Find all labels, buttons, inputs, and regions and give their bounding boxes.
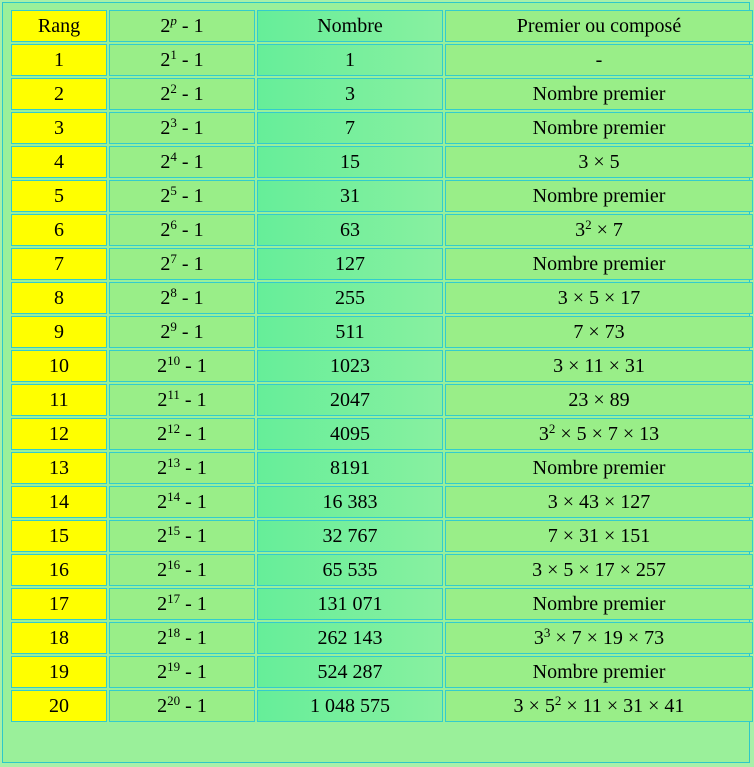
nombre-cell: 1 048 575 xyxy=(257,690,443,722)
factor-exponent: 2 xyxy=(554,692,562,708)
formula-exponent: 19 xyxy=(167,658,181,674)
factorization-cell xyxy=(445,248,753,280)
formula-base: 2 xyxy=(157,422,168,445)
formula-cell xyxy=(109,350,255,382)
rang-cell: 5 xyxy=(11,180,107,212)
formula-exponent: 1 xyxy=(170,46,177,62)
header-formula-tail: - 1 xyxy=(176,14,204,37)
table-row xyxy=(11,588,753,620)
factorization-cell xyxy=(445,78,753,110)
factorization-cell xyxy=(445,656,753,688)
header-nombre: Nombre xyxy=(257,10,443,42)
formula-exponent: 12 xyxy=(167,420,181,436)
table-row xyxy=(11,486,753,518)
formula-base: 2 xyxy=(160,82,171,105)
formula-cell xyxy=(109,418,255,450)
formula-tail: - 1 xyxy=(180,524,207,547)
formula-base: 2 xyxy=(157,490,168,513)
formula-cell xyxy=(109,316,255,348)
formula-cell xyxy=(109,146,255,178)
formula-tail: - 1 xyxy=(176,286,204,309)
table-row xyxy=(11,146,753,178)
formula-cell xyxy=(109,588,255,620)
formula-base: 2 xyxy=(160,218,171,241)
header-formula-base: 2 xyxy=(160,14,171,37)
formula-tail: - 1 xyxy=(176,150,204,173)
rang-cell: 4 xyxy=(11,146,107,178)
nombre-cell: 255 xyxy=(257,282,443,314)
factorization-cell xyxy=(445,588,753,620)
formula-base: 2 xyxy=(160,184,171,207)
formula-base: 2 xyxy=(157,524,168,547)
rang-cell: 9 xyxy=(11,316,107,348)
formula-cell xyxy=(109,282,255,314)
rang-cell: 6 xyxy=(11,214,107,246)
factor-text: 3 × 5 × 17 × 257 xyxy=(532,558,666,581)
rang-cell: 20 xyxy=(11,690,107,722)
formula-tail: - 1 xyxy=(180,456,207,479)
factor-text: 3 xyxy=(575,218,586,241)
factor-text: Nombre premier xyxy=(532,456,666,479)
formula-tail: - 1 xyxy=(180,490,207,513)
formula-base: 2 xyxy=(157,558,168,581)
table-row xyxy=(11,78,753,110)
formula-tail: - 1 xyxy=(176,320,204,343)
formula-base: 2 xyxy=(157,388,168,411)
factorization-cell xyxy=(445,180,753,212)
nombre-cell: 1023 xyxy=(257,350,443,382)
formula-base: 2 xyxy=(160,116,171,139)
nombre-cell: 8191 xyxy=(257,452,443,484)
header-rang: Rang xyxy=(11,10,107,42)
factorization-cell xyxy=(445,316,753,348)
formula-base: 2 xyxy=(157,456,168,479)
table-row xyxy=(11,112,753,144)
rang-cell: 19 xyxy=(11,656,107,688)
formula-tail: - 1 xyxy=(176,48,204,71)
table-row xyxy=(11,384,753,416)
nombre-cell: 511 xyxy=(257,316,443,348)
formula-tail: - 1 xyxy=(179,388,207,411)
nombre-cell: 1 xyxy=(257,44,443,76)
formula-cell xyxy=(109,248,255,280)
rang-cell: 18 xyxy=(11,622,107,654)
table-row xyxy=(11,214,753,246)
rang-cell: 1 xyxy=(11,44,107,76)
factor-text: - xyxy=(595,48,603,71)
rang-cell: 2 xyxy=(11,78,107,110)
table-row xyxy=(11,316,753,348)
formula-base: 2 xyxy=(157,626,168,649)
formula-base: 2 xyxy=(157,354,168,377)
factorization-cell xyxy=(445,554,753,586)
formula-exponent: 14 xyxy=(167,488,181,504)
factorization-cell xyxy=(445,214,753,246)
factor-text: 3 × 5 xyxy=(578,150,620,173)
factorization-cell xyxy=(445,622,753,654)
factor-text: Nombre premier xyxy=(532,252,666,275)
nombre-cell: 524 287 xyxy=(257,656,443,688)
formula-tail: - 1 xyxy=(176,184,204,207)
rang-cell: 16 xyxy=(11,554,107,586)
formula-cell xyxy=(109,112,255,144)
rang-cell: 14 xyxy=(11,486,107,518)
rang-cell: 7 xyxy=(11,248,107,280)
factorization-cell xyxy=(445,350,753,382)
formula-base: 2 xyxy=(157,660,168,683)
header-premier-compose: Premier ou composé xyxy=(445,10,753,42)
formula-base: 2 xyxy=(157,592,168,615)
formula-cell xyxy=(109,486,255,518)
factor-exponent: 3 xyxy=(543,624,551,640)
formula-tail: - 1 xyxy=(176,82,204,105)
nombre-cell: 32 767 xyxy=(257,520,443,552)
formula-exponent: 11 xyxy=(167,386,180,402)
formula-exponent: 10 xyxy=(167,352,181,368)
nombre-cell: 2047 xyxy=(257,384,443,416)
factor-text: Nombre premier xyxy=(532,592,666,615)
factor-text: × 7 × 19 × 73 xyxy=(550,626,665,649)
formula-exponent: 8 xyxy=(170,284,177,300)
formula-cell xyxy=(109,384,255,416)
formula-exponent: 7 xyxy=(170,250,177,266)
table-row xyxy=(11,656,753,688)
header-formula-exponent: p xyxy=(170,12,177,28)
formula-tail: - 1 xyxy=(180,354,207,377)
factorization-cell xyxy=(445,452,753,484)
factorization-cell xyxy=(445,282,753,314)
factorization-cell xyxy=(445,690,753,722)
formula-exponent: 5 xyxy=(170,182,177,198)
factorization-cell xyxy=(445,384,753,416)
formula-cell xyxy=(109,622,255,654)
formula-exponent: 13 xyxy=(167,454,181,470)
header-formula xyxy=(109,10,255,42)
nombre-cell: 15 xyxy=(257,146,443,178)
formula-base: 2 xyxy=(160,48,171,71)
formula-base: 2 xyxy=(157,694,168,717)
formula-base: 2 xyxy=(160,286,171,309)
formula-cell xyxy=(109,452,255,484)
rang-cell: 15 xyxy=(11,520,107,552)
formula-exponent: 17 xyxy=(167,590,181,606)
factor-text: 23 × 89 xyxy=(568,388,630,411)
table-row xyxy=(11,622,753,654)
nombre-cell: 131 071 xyxy=(257,588,443,620)
factor-text: 3 × 43 × 127 xyxy=(547,490,651,513)
table-row xyxy=(11,44,753,76)
factorization-cell xyxy=(445,44,753,76)
nombre-cell: 63 xyxy=(257,214,443,246)
table-frame xyxy=(2,2,750,763)
formula-cell xyxy=(109,180,255,212)
factor-exponent: 2 xyxy=(585,216,592,232)
factorization-cell xyxy=(445,520,753,552)
nombre-cell: 7 xyxy=(257,112,443,144)
formula-cell xyxy=(109,554,255,586)
formula-tail: - 1 xyxy=(176,116,204,139)
table-row xyxy=(11,180,753,212)
table-row xyxy=(11,452,753,484)
nombre-cell: 262 143 xyxy=(257,622,443,654)
nombre-cell: 3 xyxy=(257,78,443,110)
formula-base: 2 xyxy=(160,252,171,275)
table-header-row xyxy=(11,10,753,42)
formula-cell xyxy=(109,690,255,722)
formula-base: 2 xyxy=(160,320,171,343)
rang-cell: 17 xyxy=(11,588,107,620)
factor-text: 3 × 5 × 17 xyxy=(557,286,641,309)
factor-text: Nombre premier xyxy=(532,82,666,105)
table-body xyxy=(11,44,753,722)
nombre-cell: 4095 xyxy=(257,418,443,450)
table-row xyxy=(11,350,753,382)
rang-cell: 3 xyxy=(11,112,107,144)
factor-text: 3 xyxy=(533,626,544,649)
formula-exponent: 3 xyxy=(170,114,177,130)
factor-text: Nombre premier xyxy=(532,116,666,139)
table-row xyxy=(11,554,753,586)
formula-exponent: 6 xyxy=(170,216,177,232)
factor-text: Nombre premier xyxy=(532,184,666,207)
rang-cell: 13 xyxy=(11,452,107,484)
nombre-cell: 16 383 xyxy=(257,486,443,518)
factor-text: 3 × 5 xyxy=(513,694,555,717)
factorization-cell xyxy=(445,112,753,144)
formula-cell xyxy=(109,214,255,246)
formula-exponent: 4 xyxy=(170,148,177,164)
nombre-cell: 65 535 xyxy=(257,554,443,586)
factor-text: 3 × 11 × 31 xyxy=(553,354,645,377)
factor-text: 3 xyxy=(538,422,549,445)
rang-cell: 10 xyxy=(11,350,107,382)
formula-exponent: 18 xyxy=(167,624,181,640)
table-row xyxy=(11,520,753,552)
factorization-cell xyxy=(445,486,753,518)
table-row xyxy=(11,248,753,280)
rang-cell: 11 xyxy=(11,384,107,416)
factorization-cell xyxy=(445,146,753,178)
factor-text: 7 × 73 xyxy=(573,320,625,343)
formula-tail: - 1 xyxy=(176,252,204,275)
factorization-cell xyxy=(445,418,753,450)
formula-exponent: 20 xyxy=(167,692,181,708)
rang-cell: 12 xyxy=(11,418,107,450)
rang-cell: 8 xyxy=(11,282,107,314)
mersenne-table xyxy=(9,8,754,724)
table-row xyxy=(11,418,753,450)
factor-text: Nombre premier xyxy=(532,660,666,683)
formula-cell xyxy=(109,78,255,110)
factor-text: × 11 × 31 × 41 xyxy=(561,694,685,717)
table-row xyxy=(11,282,753,314)
factor-text: × 5 × 7 × 13 xyxy=(555,422,660,445)
formula-cell xyxy=(109,656,255,688)
formula-tail: - 1 xyxy=(180,660,207,683)
factor-exponent: 2 xyxy=(548,420,556,436)
formula-tail: - 1 xyxy=(180,592,207,615)
nombre-cell: 127 xyxy=(257,248,443,280)
formula-tail: - 1 xyxy=(180,558,207,581)
formula-tail: - 1 xyxy=(176,218,204,241)
formula-tail: - 1 xyxy=(180,422,207,445)
formula-exponent: 2 xyxy=(170,80,177,96)
formula-exponent: 16 xyxy=(167,556,181,572)
formula-exponent: 15 xyxy=(167,522,181,538)
factor-text: 7 × 31 × 151 xyxy=(547,524,651,547)
formula-cell xyxy=(109,520,255,552)
formula-cell xyxy=(109,44,255,76)
formula-tail: - 1 xyxy=(180,626,207,649)
table-row xyxy=(11,690,753,722)
formula-base: 2 xyxy=(160,150,171,173)
factor-text: × 7 xyxy=(591,218,623,241)
formula-exponent: 9 xyxy=(170,318,177,334)
nombre-cell: 31 xyxy=(257,180,443,212)
formula-tail: - 1 xyxy=(180,694,207,717)
